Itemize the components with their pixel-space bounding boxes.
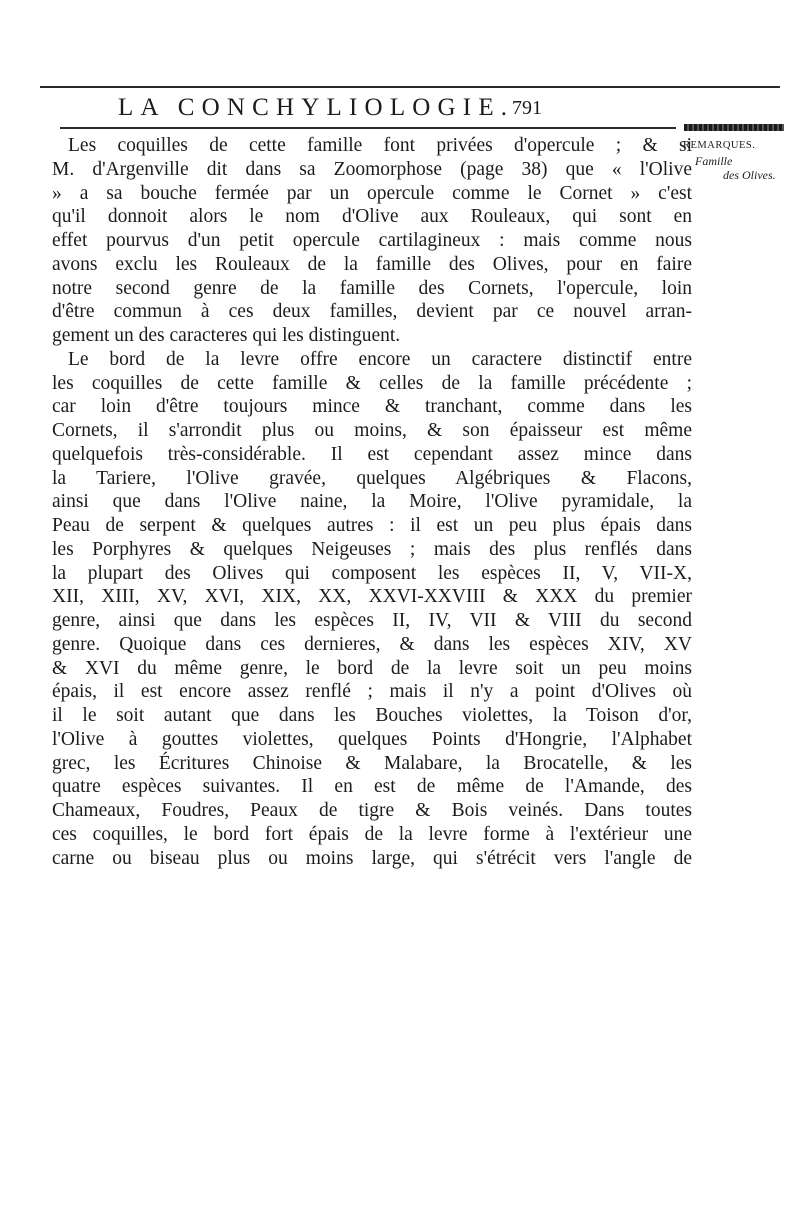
- text-line: notre second genre de la famille des Cornets, l'opercule, loin: [52, 277, 692, 299]
- text-line: l'Olive à gouttes violettes, quelques Points d'Hongrie, l'Alphabet: [52, 728, 692, 750]
- text-line: les Porphyres & quelques Neigeuses ; mais des plus renflés dans: [52, 538, 692, 560]
- text-line: Les coquilles de cette famille font privées d'opercule ; & si: [68, 135, 692, 156]
- text-line: car loin d'être toujours mince & tranchant, comme dans les: [52, 396, 692, 418]
- text-line: ainsi que dans l'Olive naine, la Moire, l'Olive pyramidale, la: [52, 491, 692, 513]
- text-line: Chameaux, Foudres, Peaux de tigre & Bois veinés. Dans toutes: [52, 800, 692, 821]
- running-header: [118, 94, 638, 128]
- text-line: d'être commun à ces deux familles, devient par ce nouvel arran-: [52, 301, 692, 323]
- text-line: & XVI du même genre, le bord de la levre soit un peu moins: [52, 657, 692, 679]
- text-line: quelquefois très-considérable. Il est cependant assez mince dans: [52, 443, 692, 465]
- margin-rule: [684, 124, 784, 131]
- text-line: quatre espèces suivantes. Il en est de même de l'Amande, des: [52, 776, 692, 798]
- text-line: gement un des caracteres qui les distinguent.: [52, 325, 401, 346]
- text-line: Le bord de la levre offre encore un caractere distinctif entre: [68, 348, 692, 370]
- body-text: [52, 134, 692, 870]
- text-line: Peau de serpent & quelques autres : il est un peu plus épais dans: [52, 515, 692, 536]
- text-line: la plupart des Olives qui composent les espèces II, V, VII-X,: [52, 562, 692, 584]
- text-line: grec, les Écritures Chinoise & Malabare, la Brocatelle, & les: [52, 752, 692, 774]
- running-title: LA CONCHYLIOLOGIE.: [118, 94, 515, 121]
- margin-note-heading: REMARQUES.: [683, 140, 756, 151]
- margin-note-line: Famille: [695, 154, 733, 168]
- header-rule: [60, 127, 676, 129]
- text-line: M. d'Argenville dit dans sa Zoomorphose (page 38) que « l'Olive: [52, 158, 692, 180]
- text-line: Cornets, il s'arrondit plus ou moins, & son épaisseur est même: [52, 420, 692, 441]
- text-line: XII, XIII, XV, XVI, XIX, XX, XXVI-XXVIII & XXX du premier: [52, 586, 692, 608]
- text-line: avons exclu les Rouleaux de la famille des Olives, pour en faire: [52, 253, 692, 275]
- page-number: 791: [512, 97, 542, 119]
- text-line: qu'il donnoit alors le nom d'Olive aux Rouleaux, qui sont en: [52, 206, 692, 228]
- text-line: effet pourvus d'un petit opercule cartilagineux : mais comme nous: [52, 230, 692, 251]
- text-line: la Tariere, l'Olive gravée, quelques Algébriques & Flacons,: [52, 467, 692, 489]
- top-rule: [40, 86, 780, 88]
- text-line: genre. Quoique dans ces dernieres, & dans les espèces XIV, XV: [52, 633, 692, 655]
- text-line: carne ou biseau plus ou moins large, qui s'étrécit vers l'angle de: [52, 847, 692, 869]
- text-line: il le soit autant que dans les Bouches violettes, la Toison d'or,: [52, 705, 692, 726]
- text-line: genre, ainsi que dans les espèces II, IV, VII & VIII du second: [52, 610, 692, 631]
- text-line: épais, il est encore assez renflé ; mais il n'y a point d'Olives où: [52, 681, 692, 703]
- margin-note-line: des Olives.: [723, 168, 776, 182]
- text-line: » a sa bouche fermée par un opercule comme le Cornet » c'est: [52, 182, 692, 204]
- margin-note: [683, 140, 795, 183]
- text-line: ces coquilles, le bord fort épais de la levre forme à l'extérieur une: [52, 823, 692, 845]
- text-line: les coquilles de cette famille & celles de la famille précédente ;: [52, 372, 692, 394]
